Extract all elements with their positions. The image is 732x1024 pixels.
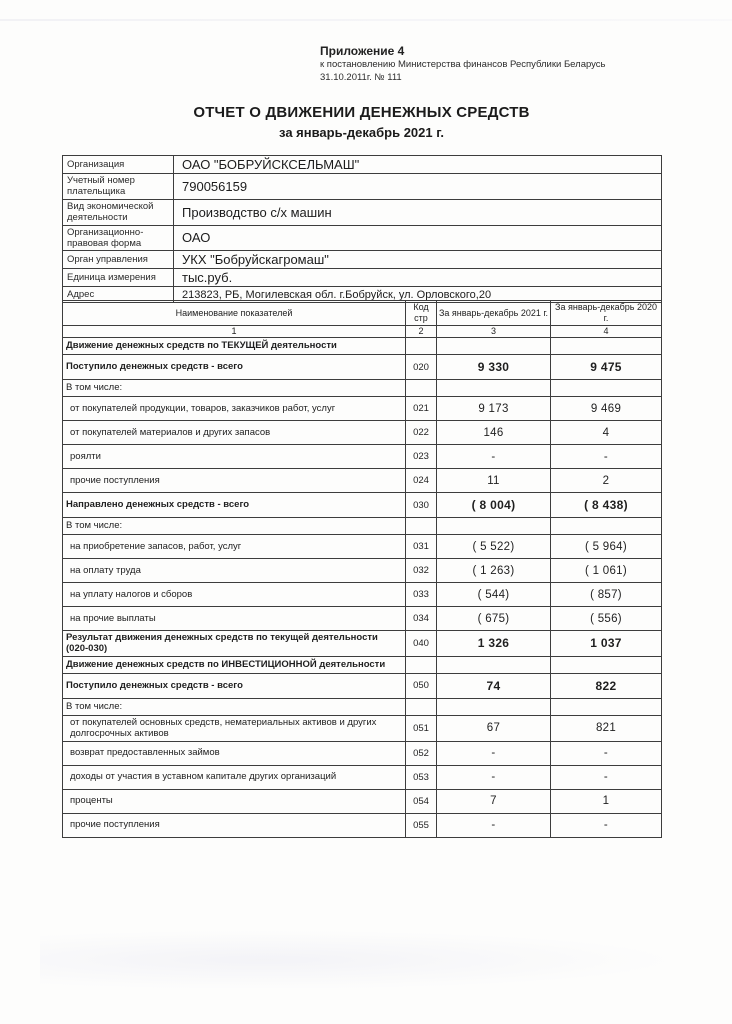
table-row bbox=[63, 715, 662, 741]
row-value-2020: ( 5 964) bbox=[551, 535, 662, 559]
row-value-2021: 9 173 bbox=[437, 397, 551, 421]
row-label: В том числе: bbox=[63, 518, 406, 535]
row-label: от покупателей продукции, товаров, заказчиков работ, услуг bbox=[63, 397, 406, 421]
row-value-2021: ( 675) bbox=[437, 607, 551, 631]
row-value-2021: ( 5 522) bbox=[437, 535, 551, 559]
row-value-2020 bbox=[551, 380, 662, 397]
row-value-2020: ( 857) bbox=[551, 583, 662, 607]
row-value-2020: 9 475 bbox=[551, 355, 662, 380]
row-value-2020: - bbox=[551, 813, 662, 837]
row-code: 031 bbox=[406, 535, 437, 559]
row-value-2020 bbox=[551, 518, 662, 535]
row-value-2020: - bbox=[551, 445, 662, 469]
row-code: 034 bbox=[406, 607, 437, 631]
row-value-2020: - bbox=[551, 765, 662, 789]
column-number-1: 1 bbox=[63, 326, 406, 338]
header-name: Наименование показателей bbox=[63, 301, 406, 326]
row-value-2020: 1 037 bbox=[551, 631, 662, 657]
row-code: 020 bbox=[406, 355, 437, 380]
table-row bbox=[63, 397, 662, 421]
row-label: на прочие выплаты bbox=[63, 607, 406, 631]
row-value-2021: 11 bbox=[437, 469, 551, 493]
info-row-label: Организационно-правовая форма bbox=[63, 225, 174, 251]
row-label: Результат движения денежных средств по текущей деятельности (020-030) bbox=[63, 631, 406, 657]
row-label: Движение денежных средств по ТЕКУЩЕЙ деятельности bbox=[63, 338, 406, 355]
row-value-2021: 146 bbox=[437, 421, 551, 445]
info-row-value: тыс.руб. bbox=[174, 269, 662, 287]
table-row bbox=[63, 607, 662, 631]
row-label: Направлено денежных средств - всего bbox=[63, 493, 406, 518]
scan-smudge-artifact bbox=[40, 930, 680, 990]
row-value-2021: - bbox=[437, 813, 551, 837]
info-row bbox=[63, 174, 662, 200]
table-row bbox=[63, 741, 662, 765]
row-code bbox=[406, 338, 437, 355]
row-value-2020: 4 bbox=[551, 421, 662, 445]
info-row-label: Вид экономической деятельности bbox=[63, 199, 174, 225]
row-label: от покупателей основных средств, нематериальных активов и других долгосрочных активов bbox=[63, 715, 406, 741]
row-label: на приобретение запасов, работ, услуг bbox=[63, 535, 406, 559]
row-value-2020: ( 1 061) bbox=[551, 559, 662, 583]
table-row bbox=[63, 673, 662, 698]
row-code: 032 bbox=[406, 559, 437, 583]
row-code: 052 bbox=[406, 741, 437, 765]
table-row bbox=[63, 493, 662, 518]
row-code: 024 bbox=[406, 469, 437, 493]
row-value-2020: 822 bbox=[551, 673, 662, 698]
row-label: прочие поступления bbox=[63, 813, 406, 837]
row-code: 021 bbox=[406, 397, 437, 421]
info-row-label: Организация bbox=[63, 156, 174, 174]
table-row bbox=[63, 445, 662, 469]
row-label: на уплату налогов и сборов bbox=[63, 583, 406, 607]
row-code: 022 bbox=[406, 421, 437, 445]
appendix-subtitle: к постановлению Министерства финансов Республики Беларусь bbox=[320, 59, 606, 70]
row-code: 023 bbox=[406, 445, 437, 469]
report-title: ОТЧЕТ О ДВИЖЕНИИ ДЕНЕЖНЫХ СРЕДСТВ bbox=[193, 104, 530, 121]
cash-flow-table bbox=[62, 300, 662, 838]
table-row bbox=[63, 583, 662, 607]
row-value-2021: - bbox=[437, 765, 551, 789]
row-code: 055 bbox=[406, 813, 437, 837]
info-row-value: Производство с/х машин bbox=[174, 199, 662, 225]
row-label: от покупателей материалов и других запасов bbox=[63, 421, 406, 445]
row-value-2020 bbox=[551, 338, 662, 355]
info-row-label: Единица измерения bbox=[63, 269, 174, 287]
info-row-value: УКХ "Бобруйскагромаш" bbox=[174, 251, 662, 269]
info-row-value: ОАО bbox=[174, 225, 662, 251]
row-value-2020: 821 bbox=[551, 715, 662, 741]
column-number-row bbox=[63, 326, 662, 338]
header-2020: За январь-декабрь 2020 г. bbox=[551, 301, 662, 326]
row-code: 033 bbox=[406, 583, 437, 607]
table-row bbox=[63, 421, 662, 445]
row-label: на оплату труда bbox=[63, 559, 406, 583]
cash-flow-table-body bbox=[63, 338, 662, 838]
row-label: доходы от участия в уставном капитале других организаций bbox=[63, 765, 406, 789]
report-title-block bbox=[62, 104, 661, 140]
table-row bbox=[63, 518, 662, 535]
table-row bbox=[63, 789, 662, 813]
column-number-4: 4 bbox=[551, 326, 662, 338]
table-row bbox=[63, 656, 662, 673]
table-row bbox=[63, 631, 662, 657]
row-value-2021: 67 bbox=[437, 715, 551, 741]
info-row bbox=[63, 251, 662, 269]
info-row bbox=[63, 156, 662, 174]
row-value-2020 bbox=[551, 656, 662, 673]
row-label: Поступило денежных средств - всего bbox=[63, 355, 406, 380]
row-code: 054 bbox=[406, 789, 437, 813]
row-value-2021: 9 330 bbox=[437, 355, 551, 380]
info-row-label: Орган управления bbox=[63, 251, 174, 269]
row-value-2021 bbox=[437, 518, 551, 535]
info-row-label: Учетный номер плательщика bbox=[63, 174, 174, 200]
row-code: 053 bbox=[406, 765, 437, 789]
row-label: В том числе: bbox=[63, 698, 406, 715]
row-code bbox=[406, 698, 437, 715]
table-row bbox=[63, 380, 662, 397]
info-row-label: Адрес bbox=[63, 287, 174, 303]
row-code: 040 bbox=[406, 631, 437, 657]
row-code bbox=[406, 380, 437, 397]
table-row bbox=[63, 535, 662, 559]
header-row bbox=[63, 301, 662, 326]
row-value-2021 bbox=[437, 698, 551, 715]
row-label: роялти bbox=[63, 445, 406, 469]
org-info-table-body bbox=[63, 156, 662, 303]
row-value-2020 bbox=[551, 698, 662, 715]
table-row bbox=[63, 765, 662, 789]
org-info-table bbox=[62, 155, 662, 303]
row-value-2020: 1 bbox=[551, 789, 662, 813]
row-code bbox=[406, 656, 437, 673]
row-code: 051 bbox=[406, 715, 437, 741]
header-2021: За январь-декабрь 2021 г. bbox=[437, 301, 551, 326]
row-value-2021: - bbox=[437, 741, 551, 765]
row-value-2020: - bbox=[551, 741, 662, 765]
report-period: за январь-декабрь 2021 г. bbox=[279, 125, 444, 140]
row-value-2021 bbox=[437, 656, 551, 673]
row-value-2021: ( 544) bbox=[437, 583, 551, 607]
row-label: Движение денежных средств по ИНВЕСТИЦИОННОЙ деятельности bbox=[63, 656, 406, 673]
row-code bbox=[406, 518, 437, 535]
cash-flow-table-head bbox=[63, 301, 662, 338]
table-row bbox=[63, 559, 662, 583]
row-label: Поступило денежных средств - всего bbox=[63, 673, 406, 698]
row-value-2020: ( 556) bbox=[551, 607, 662, 631]
row-value-2021 bbox=[437, 380, 551, 397]
table-row bbox=[63, 355, 662, 380]
appendix-decree-number: 31.10.2011г. № 111 bbox=[320, 71, 402, 83]
row-value-2020: 9 469 bbox=[551, 397, 662, 421]
row-value-2021: 74 bbox=[437, 673, 551, 698]
row-code: 030 bbox=[406, 493, 437, 518]
row-value-2021: ( 1 263) bbox=[437, 559, 551, 583]
table-row bbox=[63, 698, 662, 715]
row-label: возврат предоставленных займов bbox=[63, 741, 406, 765]
table-row bbox=[63, 338, 662, 355]
row-value-2020: 2 bbox=[551, 469, 662, 493]
row-value-2021: ( 8 004) bbox=[437, 493, 551, 518]
row-value-2021: - bbox=[437, 445, 551, 469]
info-row-value: 790056159 bbox=[174, 174, 662, 200]
row-value-2020: ( 8 438) bbox=[551, 493, 662, 518]
info-row-value: 213823, РБ, Могилевская обл. г.Бобруйск, ул. Орловского,20 bbox=[174, 287, 662, 303]
appendix-header bbox=[320, 44, 700, 84]
row-value-2021: 1 326 bbox=[437, 631, 551, 657]
appendix-title: Приложение 4 bbox=[320, 44, 405, 58]
info-row-value: ОАО "БОБРУЙСКСЕЛЬМАШ" bbox=[174, 156, 662, 174]
info-row bbox=[63, 225, 662, 251]
row-value-2021: 7 bbox=[437, 789, 551, 813]
info-row bbox=[63, 269, 662, 287]
row-code: 050 bbox=[406, 673, 437, 698]
table-row bbox=[63, 469, 662, 493]
row-value-2021 bbox=[437, 338, 551, 355]
row-label: прочие поступления bbox=[63, 469, 406, 493]
column-number-3: 3 bbox=[437, 326, 551, 338]
header-code: Код стр bbox=[406, 301, 437, 326]
row-label: проценты bbox=[63, 789, 406, 813]
table-row bbox=[63, 813, 662, 837]
info-row bbox=[63, 199, 662, 225]
row-label: В том числе: bbox=[63, 380, 406, 397]
scan-edge-artifact bbox=[0, 19, 732, 21]
column-number-2: 2 bbox=[406, 326, 437, 338]
